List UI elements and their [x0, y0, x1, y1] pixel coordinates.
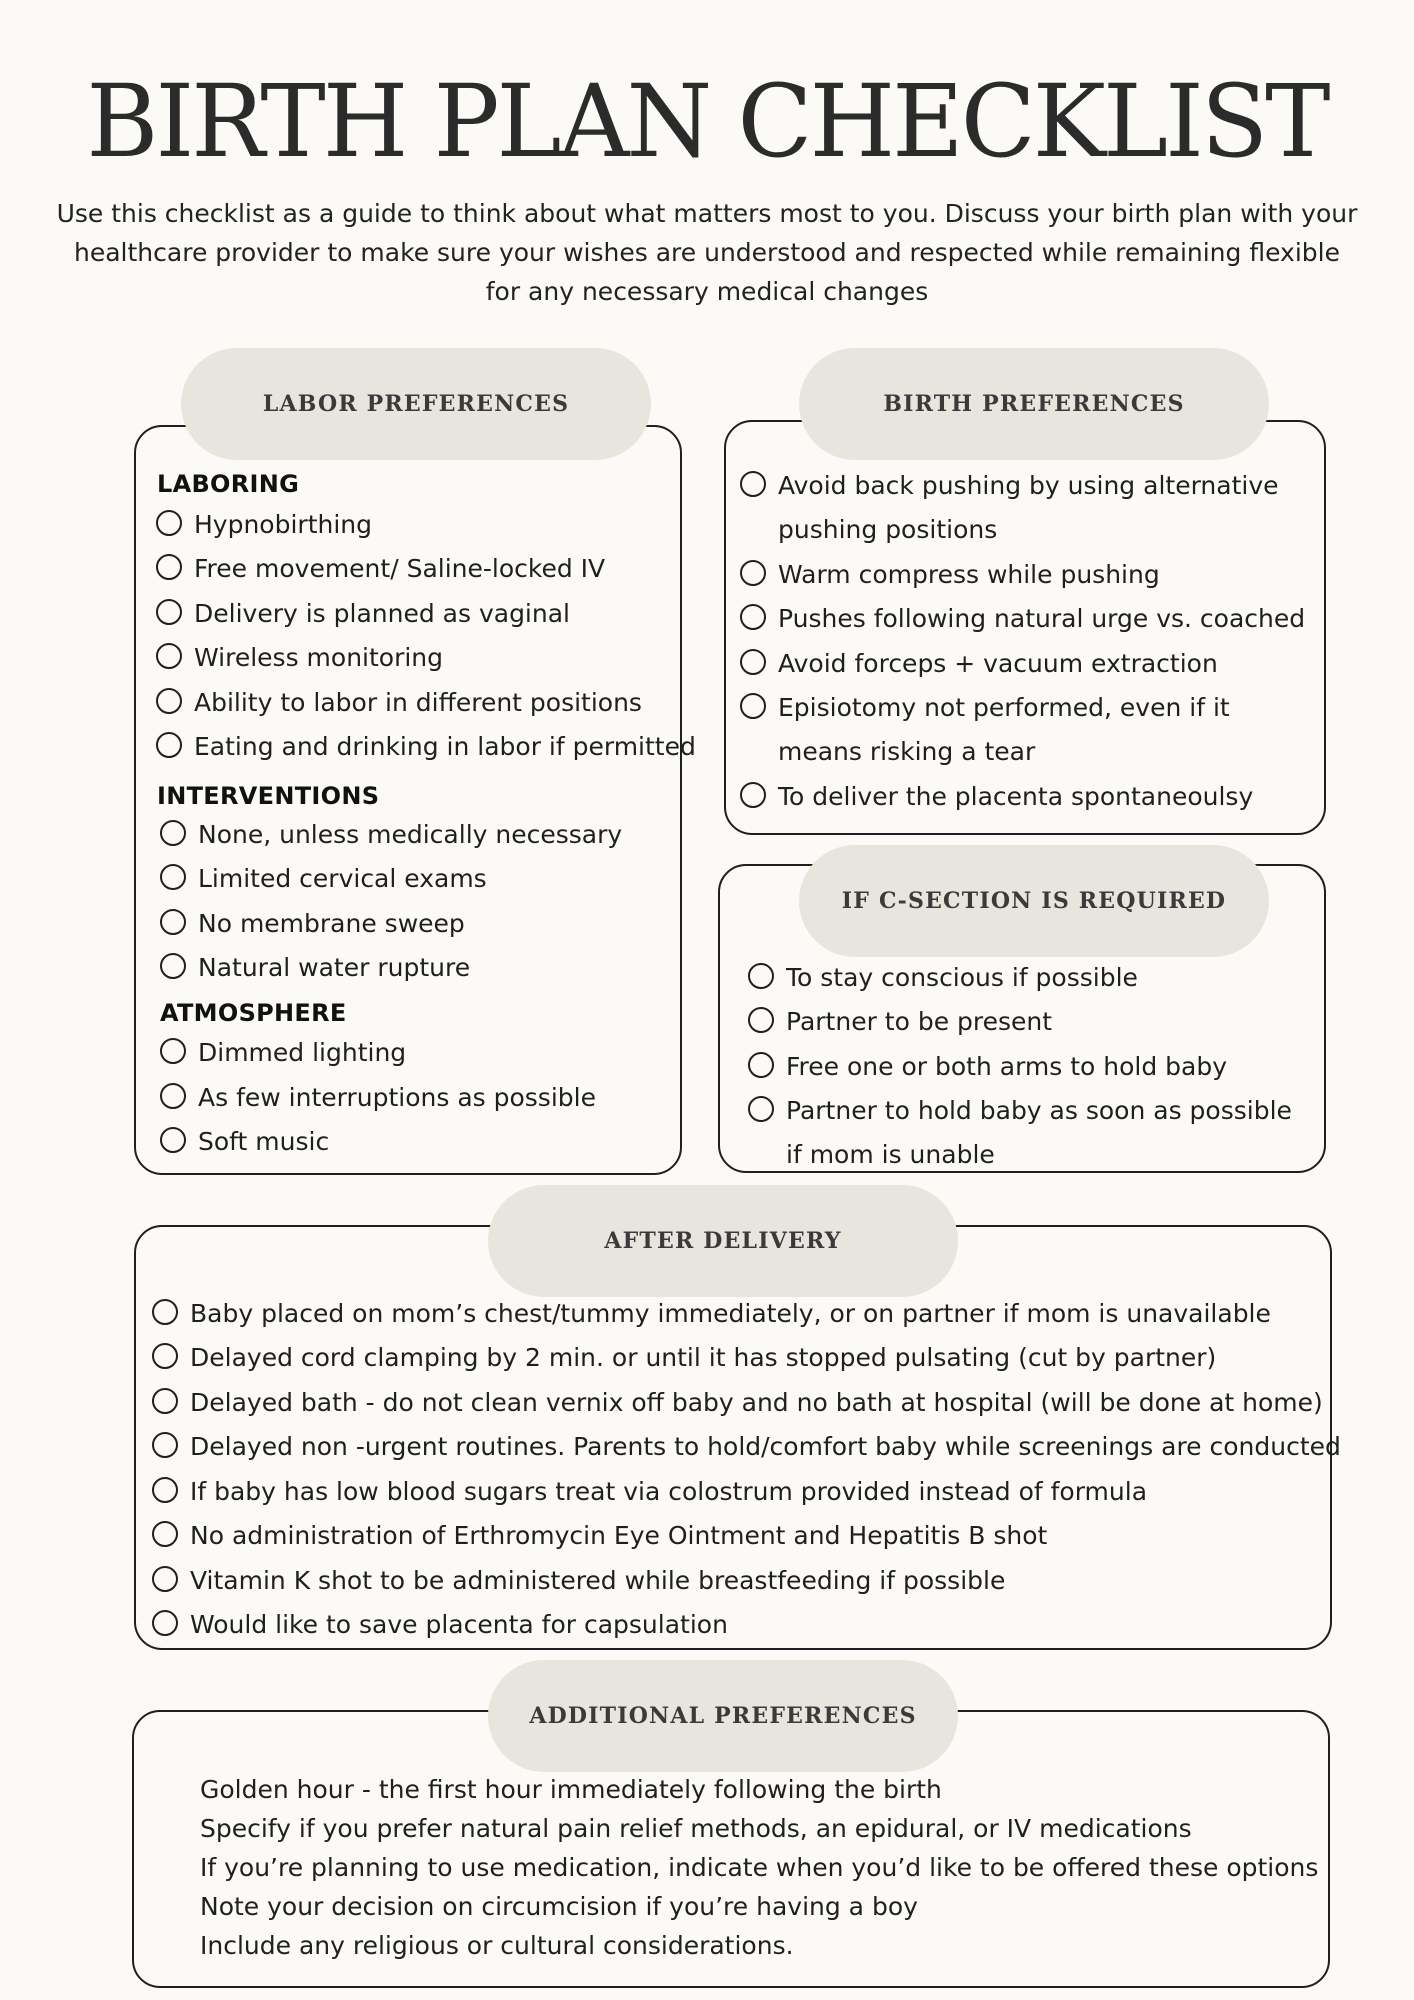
item-label: Hypnobirthing	[194, 510, 373, 539]
item-label: To stay conscious if possible	[786, 963, 1138, 992]
item-label: Pushes following natural urge vs. coached	[778, 604, 1306, 633]
checklist-item[interactable]	[152, 1381, 1323, 1425]
checkbox-circle-icon[interactable]	[740, 649, 766, 675]
checklist-item[interactable]	[740, 464, 1310, 552]
page-title: BIRTH PLAN CHECKLIST	[86, 63, 1328, 180]
checkbox-circle-icon[interactable]	[748, 1007, 774, 1033]
checklist-item[interactable]	[160, 1031, 406, 1075]
checklist-item[interactable]	[156, 725, 696, 769]
checklist-item[interactable]	[740, 642, 1218, 686]
checklist-item[interactable]	[152, 1559, 1005, 1603]
additional-line: Include any religious or cultural considerations.	[200, 1931, 794, 1960]
c-section-heading: IF C-SECTION IS REQUIRED	[799, 845, 1269, 957]
checkbox-circle-icon[interactable]	[160, 864, 186, 890]
checklist-item[interactable]	[152, 1470, 1147, 1514]
checklist-item[interactable]	[156, 681, 642, 725]
checkbox-circle-icon[interactable]	[156, 510, 182, 536]
checkbox-circle-icon[interactable]	[160, 1127, 186, 1153]
checklist-item[interactable]	[740, 553, 1160, 597]
item-label: Eating and drinking in labor if permitted	[194, 732, 696, 761]
section-title-laboring: LABORING	[157, 470, 300, 498]
item-label: Dimmed lighting	[198, 1038, 407, 1067]
checkbox-circle-icon[interactable]	[740, 560, 766, 586]
item-label: None, unless medically necessary	[198, 820, 623, 849]
checklist-item[interactable]	[160, 946, 470, 990]
checkbox-circle-icon[interactable]	[152, 1610, 178, 1636]
item-label: Delayed non -urgent routines. Parents to hold/comfort baby while screenings are conducted	[190, 1432, 1341, 1461]
additional-preferences-heading: ADDITIONAL PREFERENCES	[488, 1660, 958, 1772]
checklist-item[interactable]	[156, 503, 372, 547]
item-label: Free movement/ Saline-locked IV	[194, 554, 606, 583]
checkbox-circle-icon[interactable]	[160, 909, 186, 935]
checklist-item[interactable]	[160, 1120, 329, 1164]
checkbox-circle-icon[interactable]	[156, 599, 182, 625]
checkbox-circle-icon[interactable]	[156, 732, 182, 758]
checklist-item[interactable]	[156, 592, 570, 636]
checklist-item[interactable]	[160, 1076, 596, 1120]
section-title-interventions: INTERVENTIONS	[157, 782, 380, 810]
additional-line: Specify if you prefer natural pain relief methods, an epidural, or IV medications	[200, 1814, 1192, 1843]
additional-line: If you’re planning to use medication, indicate when you’d like to be offered these options	[200, 1853, 1319, 1882]
checklist-item[interactable]	[160, 857, 487, 901]
item-label: Avoid back pushing by using alternative pushing positions	[778, 471, 1279, 544]
checklist-item[interactable]	[740, 775, 1253, 819]
checkbox-circle-icon[interactable]	[160, 820, 186, 846]
checkbox-circle-icon[interactable]	[152, 1432, 178, 1458]
additional-line: Note your decision on circumcision if you’re having a boy	[200, 1892, 918, 1921]
checkbox-circle-icon[interactable]	[740, 604, 766, 630]
item-label: Avoid forceps + vacuum extraction	[778, 649, 1218, 678]
item-label: Limited cervical exams	[198, 864, 487, 893]
item-label: Vitamin K shot to be administered while breastfeeding if possible	[190, 1566, 1006, 1595]
section-title-atmosphere: ATMOSPHERE	[160, 999, 347, 1027]
checkbox-circle-icon[interactable]	[748, 963, 774, 989]
checkbox-circle-icon[interactable]	[160, 1038, 186, 1064]
item-label: Warm compress while pushing	[778, 560, 1160, 589]
labor-preferences-heading: LABOR PREFERENCES	[181, 348, 651, 460]
checkbox-circle-icon[interactable]	[156, 643, 182, 669]
checkbox-circle-icon[interactable]	[156, 554, 182, 580]
checkbox-circle-icon[interactable]	[152, 1477, 178, 1503]
checkbox-circle-icon[interactable]	[152, 1299, 178, 1325]
checkbox-circle-icon[interactable]	[748, 1096, 774, 1122]
item-label: Ability to labor in different positions	[194, 688, 642, 717]
checkbox-circle-icon[interactable]	[160, 953, 186, 979]
checklist-item[interactable]	[160, 813, 622, 857]
checklist-item[interactable]	[156, 547, 605, 591]
checklist-item[interactable]	[748, 956, 1138, 1000]
checkbox-circle-icon[interactable]	[740, 693, 766, 719]
item-label: Partner to hold baby as soon as possible if mom is unable	[786, 1096, 1292, 1169]
item-label: Wireless monitoring	[194, 643, 444, 672]
checkbox-circle-icon[interactable]	[160, 1083, 186, 1109]
item-label: Baby placed on mom’s chest/tummy immediately, or on partner if mom is unavailable	[190, 1299, 1271, 1328]
item-label: No administration of Erthromycin Eye Ointment and Hepatitis B shot	[190, 1521, 1048, 1550]
checklist-item[interactable]	[152, 1514, 1047, 1558]
checkbox-circle-icon[interactable]	[152, 1343, 178, 1369]
item-label: Free one or both arms to hold baby	[786, 1052, 1228, 1081]
birth-preferences-heading: BIRTH PREFERENCES	[799, 348, 1269, 460]
item-label: If baby has low blood sugars treat via colostrum provided instead of formula	[190, 1477, 1148, 1506]
item-label: Would like to save placenta for capsulation	[190, 1610, 728, 1639]
checklist-item[interactable]	[748, 1000, 1052, 1044]
checkbox-circle-icon[interactable]	[740, 471, 766, 497]
checklist-item[interactable]	[748, 1089, 1308, 1177]
item-label: Episiotomy not performed, even if it means risking a tear	[778, 693, 1230, 766]
checklist-item[interactable]	[152, 1292, 1271, 1336]
item-label: Delayed bath - do not clean vernix off baby and no bath at hospital (will be done at home)	[190, 1388, 1323, 1417]
checklist-item[interactable]	[160, 902, 465, 946]
checkbox-circle-icon[interactable]	[740, 782, 766, 808]
intro-text: Use this checklist as a guide to think about what matters most to you. Discuss your birth plan with your healthcare provider to make sure your wishes are understood and respected while remaining flexible for any necessary medical changes	[56, 199, 1358, 306]
item-label: Delivery is planned as vaginal	[194, 599, 570, 628]
item-label: No membrane sweep	[198, 909, 465, 938]
checklist-item[interactable]	[740, 686, 1310, 774]
checkbox-circle-icon[interactable]	[152, 1521, 178, 1547]
item-label: Soft music	[198, 1127, 330, 1156]
after-delivery-heading: AFTER DELIVERY	[488, 1185, 958, 1297]
item-label: Delayed cord clamping by 2 min. or until it has stopped pulsating (cut by partner)	[190, 1343, 1217, 1372]
checkbox-circle-icon[interactable]	[152, 1388, 178, 1414]
checklist-item[interactable]	[152, 1425, 1341, 1469]
checklist-item[interactable]	[152, 1336, 1216, 1380]
item-label: To deliver the placenta spontaneoulsy	[778, 782, 1254, 811]
additional-line: Golden hour - the first hour immediately following the birth	[200, 1775, 942, 1804]
checklist-item[interactable]	[152, 1603, 728, 1647]
item-label: Partner to be present	[786, 1007, 1053, 1036]
item-label: As few interruptions as possible	[198, 1083, 596, 1112]
checkbox-circle-icon[interactable]	[156, 688, 182, 714]
checkbox-circle-icon[interactable]	[152, 1566, 178, 1592]
checkbox-circle-icon[interactable]	[748, 1052, 774, 1078]
checklist-item[interactable]	[740, 597, 1305, 641]
checklist-item[interactable]	[748, 1045, 1227, 1089]
checklist-item[interactable]	[156, 636, 443, 680]
item-label: Natural water rupture	[198, 953, 471, 982]
